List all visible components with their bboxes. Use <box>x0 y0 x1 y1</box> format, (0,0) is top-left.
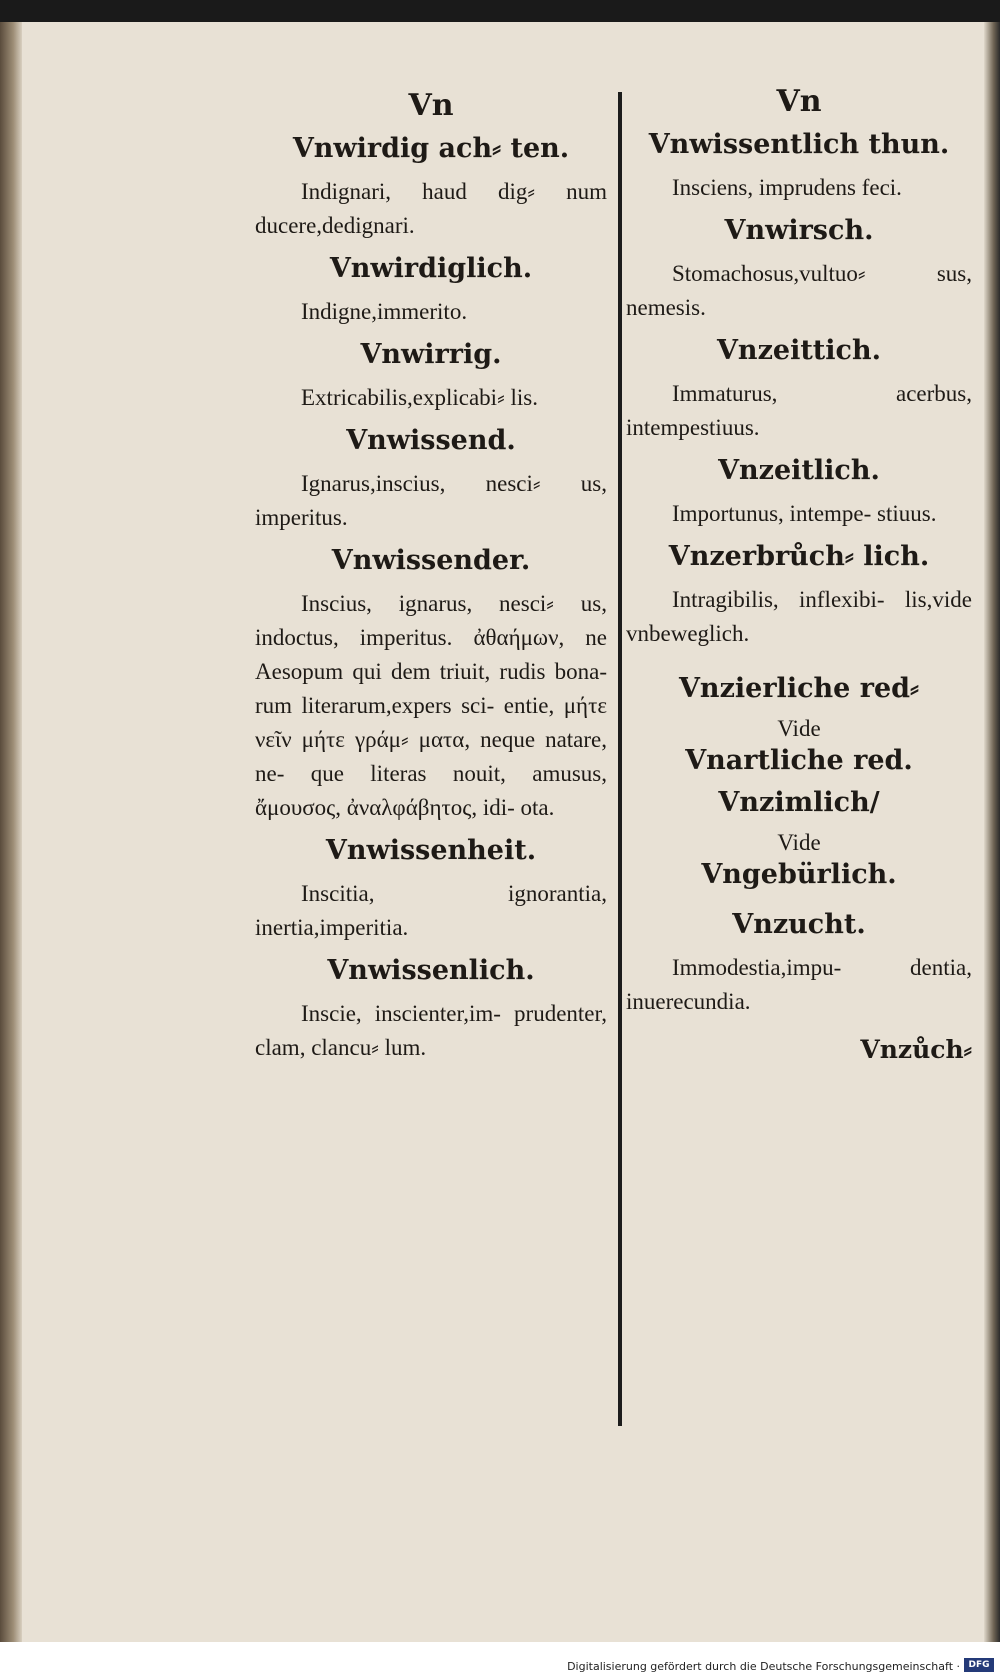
crossref-headword: Vnzierliche red⸗ <box>678 673 919 704</box>
gloss: Stomachosus,vultuo⸗ sus, nemesis. <box>626 261 972 320</box>
gloss: Inscius, ignarus, nesci⸗ us, indoctus, imperitus. ἀθαήμων, ne Aesopum qui dem triuit, rudis bona- rum literarum,expers sci- entie, μήτε νεῖν μήτε γράμ⸗ ματα, neque natare, ne- que literas nouit, amusus, ἄμουσος, ἀναλφάβητος, idi- ota. <box>255 591 607 820</box>
headword: Vnwirrig. <box>360 339 502 370</box>
running-head-left: Vn <box>408 88 454 123</box>
headword: Vnwissenlich. <box>327 955 535 986</box>
gloss: Immaturus, acerbus, intempestiuus. <box>626 381 972 440</box>
headword: Vnwirdiglich. <box>329 253 533 284</box>
page-left-edge <box>0 22 22 1642</box>
headword: Vnzerbrůch⸗ lich. <box>668 541 930 572</box>
vide-label: Vide <box>777 830 821 855</box>
gloss: Immodestia,impu- dentia, inuerecundia. <box>626 955 972 1014</box>
headword: Vnwissenheit. <box>325 835 537 866</box>
crossref-target: Vngebürlich. <box>701 859 897 890</box>
left-column <box>255 88 607 1071</box>
right-column <box>626 84 972 1065</box>
running-head-right: Vn <box>776 84 822 119</box>
gloss: Ignarus,inscius, nesci⸗ us, imperitus. <box>255 471 607 530</box>
headword: Vnwirsch. <box>724 215 874 246</box>
crossref-headword: Vnzimlich/ <box>718 787 880 818</box>
headword: Vnzucht. <box>732 909 866 940</box>
dfg-logo: DFG <box>964 1658 994 1672</box>
headword: Vnzeitlich. <box>718 455 880 486</box>
gloss: Insciens, imprudens feci. <box>672 175 902 200</box>
headword: Vnwirdig ach⸗ ten. <box>292 133 570 164</box>
gloss: Indigne,immerito. <box>301 299 468 324</box>
headword: Vnwissender. <box>331 545 531 576</box>
gloss: Inscitia, ignorantia, inertia,imperitia. <box>255 881 607 940</box>
gloss: Importunus, intempe- stiuus. <box>672 501 937 526</box>
gloss: Extricabilis,explicabi⸗ lis. <box>301 385 538 410</box>
digitization-credit: Digitalisierung gefördert durch die Deutsche Forschungsgemeinschaft · <box>567 1660 960 1673</box>
gloss: Inscie, inscienter,im- prudenter, clam, clancu⸗ lum. <box>255 1001 607 1060</box>
crossref-target: Vnartliche red. <box>685 745 913 776</box>
page-right-edge <box>984 22 1000 1642</box>
headword: Vnwissend. <box>346 425 516 456</box>
gloss: Intragibilis, inflexibi- lis,vide vnbeweglich. <box>626 587 972 646</box>
catchword: Vnzůch⸗ <box>860 1035 972 1064</box>
column-divider <box>618 92 622 1426</box>
gloss: Indignari, haud dig⸗ num ducere,dedignari. <box>255 179 607 238</box>
vide-label: Vide <box>777 716 821 741</box>
headword: Vnzeittich. <box>716 335 882 366</box>
headword: Vnwissentlich thun. <box>648 129 950 160</box>
